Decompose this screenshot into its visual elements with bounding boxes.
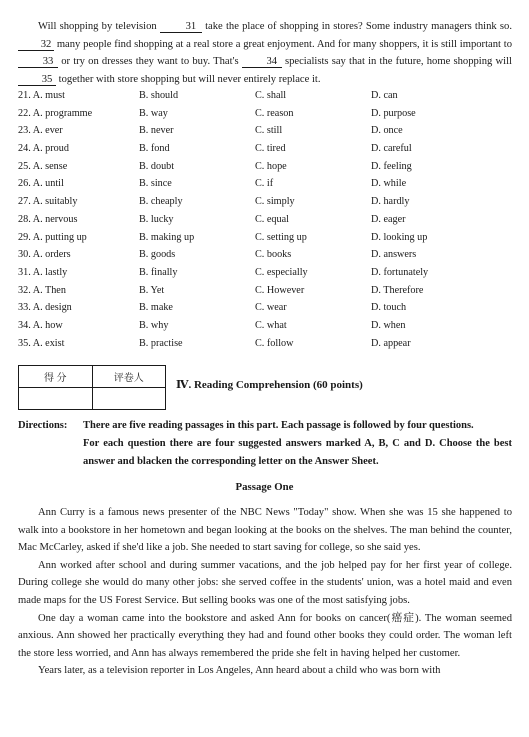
option-row	[18, 338, 518, 356]
option-d: D. once	[371, 125, 403, 137]
option-d: D. feeling	[371, 160, 412, 172]
option-a: 29. A. putting up	[18, 231, 87, 243]
option-row	[18, 320, 518, 338]
grader-cell	[92, 388, 166, 410]
option-d: D. when	[371, 319, 406, 331]
option-row	[18, 161, 518, 179]
option-c: C. reason	[255, 107, 294, 119]
option-d: D. while	[371, 178, 407, 190]
score-label: 得 分	[19, 366, 93, 388]
option-c: C. shall	[255, 90, 287, 101]
option-d: D. Therefore	[371, 284, 424, 296]
option-row	[18, 108, 518, 126]
option-a: 21. A. must	[18, 90, 65, 101]
option-b: B. goods	[139, 249, 176, 261]
option-d: D. fortunately	[371, 266, 429, 278]
option-d: D. careful	[371, 143, 412, 155]
option-row	[18, 249, 518, 267]
option-a: 30. A. orders	[18, 249, 71, 261]
option-d: D. purpose	[371, 107, 416, 119]
option-b: B. fond	[139, 143, 170, 155]
option-b: B. making up	[139, 231, 195, 243]
directions-label: Directions:	[18, 420, 68, 431]
grader-label: 评卷人	[92, 366, 166, 388]
cloze-passage	[18, 18, 512, 88]
option-row	[18, 196, 518, 214]
option-c: C. if	[255, 178, 274, 190]
option-c: C. wear	[255, 302, 287, 314]
option-c: C. equal	[255, 213, 289, 225]
cloze-text: many people find shopping at a real store a great enjoyment. And for many shoppers, it is still important to	[56, 38, 512, 50]
passage-paragraph: Years later, as a television reporter in Los Angeles, Ann heard about a child who was born with	[38, 665, 441, 677]
option-c: C. what	[255, 319, 287, 331]
option-b: B. way	[139, 107, 168, 119]
option-a: 34. A. how	[18, 319, 63, 331]
cloze-text: take the place of shopping in stores? Some industry managers think so.	[205, 21, 512, 32]
option-c: C. still	[255, 125, 283, 137]
cloze-text: or try on dresses they want to buy. That's	[61, 56, 239, 68]
option-d: D. looking up	[371, 231, 428, 243]
option-row	[18, 143, 518, 161]
directions-line1: There are five reading passages in this part. Each passage is followed by four questions.	[83, 420, 474, 431]
option-a: 26. A. until	[18, 178, 64, 190]
option-d: D. eager	[371, 213, 406, 225]
option-row	[18, 125, 518, 143]
option-a: 25. A. sense	[18, 160, 68, 172]
option-a: 22. A. programme	[18, 107, 93, 119]
option-d: D. appear	[371, 337, 411, 349]
option-b: B. doubt	[139, 160, 175, 172]
directions-rest: For each question there are four suggested answers marked A, B, C and D. Choose the best answer and blacken the corresponding letter on the Answer Sheet.	[83, 438, 512, 467]
option-b: B. never	[139, 125, 174, 137]
option-d: D. touch	[371, 302, 407, 314]
option-row	[18, 90, 518, 108]
option-a: 35. A. exist	[18, 337, 65, 349]
option-c: C. tired	[255, 143, 286, 155]
option-b: B. should	[139, 90, 179, 101]
option-d: D. can	[371, 90, 398, 101]
option-c: C. hope	[255, 160, 287, 172]
passage-title: Passage One	[235, 481, 294, 493]
option-row	[18, 302, 518, 320]
option-d: D. hardly	[371, 196, 410, 208]
option-b: B. finally	[139, 266, 178, 278]
cloze-text: together with store shopping but will never entirely replace it.	[58, 73, 321, 85]
option-c: C. simply	[255, 196, 295, 208]
reading-passage	[18, 504, 512, 680]
blank-31: 31	[160, 21, 202, 33]
option-b: B. cheaply	[139, 196, 183, 208]
option-row	[18, 232, 518, 250]
option-row	[18, 214, 518, 232]
option-b: B. make	[139, 302, 173, 314]
option-a: 32. A. Then	[18, 284, 66, 296]
section-title: Ⅳ. Reading Comprehension (60 points)	[176, 379, 363, 391]
option-b: B. since	[139, 178, 172, 190]
option-a: 27. A. suitably	[18, 196, 78, 208]
option-b: B. lucky	[139, 213, 174, 225]
blank-35: 35	[18, 74, 56, 86]
directions	[18, 417, 512, 471]
blank-33: 33	[18, 56, 58, 68]
option-a: 31. A. lastly	[18, 266, 68, 278]
score-box	[18, 365, 166, 410]
option-a: 28. A. nervous	[18, 213, 78, 225]
option-row	[18, 285, 518, 303]
option-b: B. Yet	[139, 284, 165, 296]
option-a: 24. A. proud	[18, 143, 69, 155]
option-c: C. books	[255, 249, 292, 261]
cloze-text: specialists say that in the future, home shopping will	[284, 56, 512, 68]
option-c: C. However	[255, 284, 305, 296]
option-b: B. practise	[139, 337, 183, 349]
passage-paragraph: One day a woman came into the bookstore and asked Ann for books on cancer(癌症). The woman seemed anxious. Ann showed her practically everything they had and found other books they could order. The woman left the store less worried, and Ann has always remembered the pride she felt in having helped her customer.	[18, 612, 512, 659]
option-row	[18, 178, 518, 196]
option-c: C. follow	[255, 337, 294, 349]
cloze-text: Will shopping by television	[38, 21, 157, 32]
answer-options	[18, 90, 518, 355]
option-c: C. setting up	[255, 231, 307, 243]
option-c: C. especially	[255, 266, 308, 278]
passage-paragraph: Ann worked after school and during summer vacations, and the job helped pay for her first year of college. During college she would do many other jobs: she served coffee in the students' union, was a hotel maid and even made maps for the US Forest Service. But selling books was one of the most satisfying jobs.	[18, 559, 512, 606]
option-a: 23. A. ever	[18, 125, 63, 137]
option-b: B. why	[139, 319, 169, 331]
blank-32: 32	[18, 39, 54, 51]
option-d: D. answers	[371, 249, 417, 261]
passage-paragraph: Ann Curry is a famous news presenter of the NBC News "Today" show. When she was 15 she happened to walk into a bookstore in her hometown and began looking at the books on the shelves. The man behind the counter, Mac McCarley, asked if she'd like a job. She needed to start saving for college, so she said yes.	[18, 507, 512, 554]
option-row	[18, 267, 518, 285]
score-cell	[19, 388, 93, 410]
blank-34: 34	[242, 56, 282, 68]
option-a: 33. A. design	[18, 302, 72, 314]
